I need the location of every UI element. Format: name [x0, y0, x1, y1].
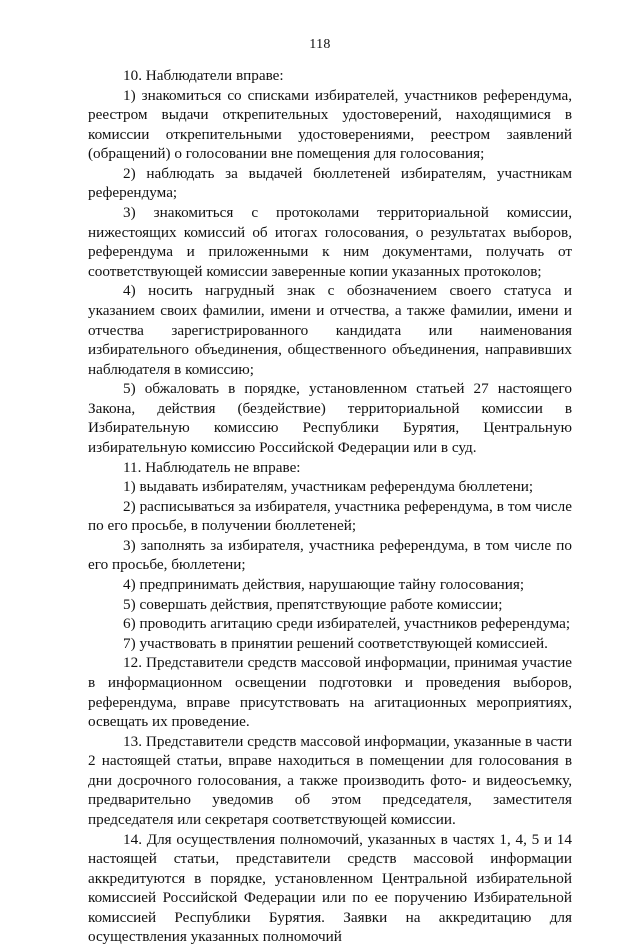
- paragraph-media-13: 13. Представители средств массовой информации, указанные в части 2 настоящей статьи, вправе находиться в помещении для голосования в дни досрочного голосования, а также производить фото- и видеосъемку, предварительно уведомив об этом председателя, заместителя председателя или секретаря соответствующей комиссии.: [88, 732, 572, 828]
- paragraph-right-2: 2) наблюдать за выдачей бюллетеней избирателям, участникам референдума;: [88, 164, 572, 202]
- paragraph-right-5: 5) обжаловать в порядке, установленном статьей 27 настоящего Закона, действия (бездействие) территориальной комиссии в Избирательную комиссию Республики Бурятия, Центральную избирательную комиссию Российской Федерации или в суд.: [88, 380, 572, 456]
- paragraph-observers-rights-heading: 10. Наблюдатели вправе:: [123, 67, 284, 84]
- paragraph-prohibition-5: 5) совершать действия, препятствующие работе комиссии;: [123, 595, 503, 613]
- paragraph-prohibition-2: 2) расписываться за избирателя, участника референдума, в том числе по его просьбе, в получении бюллетеней;: [88, 497, 572, 535]
- paragraph-observer-prohibitions-heading: 11. Наблюдатель не вправе:: [123, 458, 301, 476]
- paragraph-prohibition-6: 6) проводить агитацию среди избирателей, участников референдума;: [123, 615, 571, 633]
- page-number: 118: [309, 37, 331, 52]
- paragraph-right-1: 1) знакомиться со списками избирателей, участников референдума, реестром выдачи открепительных удостоверений, находящимися в комиссии открепительными удостоверениями, реестром заявлений (обращений) о голосовании вне помещения для голосования;: [88, 86, 572, 163]
- paragraph-prohibition-7: 7) участвовать в принятии решений соответствующей комиссией.: [123, 634, 548, 652]
- paragraph-accreditation-14: 14. Для осуществления полномочий, указанных в частях 1, 4, 5 и 14 настоящей статьи, представители средств массовой информации аккредитуются в порядке, установленном Центральной избирательной комиссией Российской Федерации или по ее поручению Избирательной комиссией Республики Бурятия. Заявки на аккредитацию для осуществления указанных полномочий: [88, 830, 572, 946]
- paragraph-media-12: 12. Представители средств массовой информации, принимая участие в информационном освещении подготовки и проведения выборов, референдума, вправе присутствовать на агитационных мероприятиях, освещать их проведение.: [88, 654, 572, 731]
- paragraph-prohibition-4: 4) предпринимать действия, нарушающие тайну голосования;: [123, 576, 525, 594]
- paragraph-right-4: 4) носить нагрудный знак с обозначением своего статуса и указанием своих фамилии, имени и отчества, а также фамилии, имени и отчества зарегистрированного кандидата или наименования избирательного объединения, общественного объединения, направивших наблюдателя в комиссию;: [88, 282, 572, 378]
- paragraph-right-3: 3) знакомиться с протоколами территориальной комиссии, нижестоящих комиссий об итогах голосования, о результатах выборов, референдума и приложенными к ним документами, получать от соответствующей комиссии заверенные копии указанных протоколов;: [88, 204, 572, 280]
- paragraph-prohibition-3: 3) заполнять за избирателя, участника референдума, в том числе по его просьбе, бюллетени;: [88, 536, 572, 574]
- paragraph-prohibition-1: 1) выдавать избирателям, участникам референдума бюллетени;: [123, 478, 534, 496]
- document-body: [88, 66, 572, 947]
